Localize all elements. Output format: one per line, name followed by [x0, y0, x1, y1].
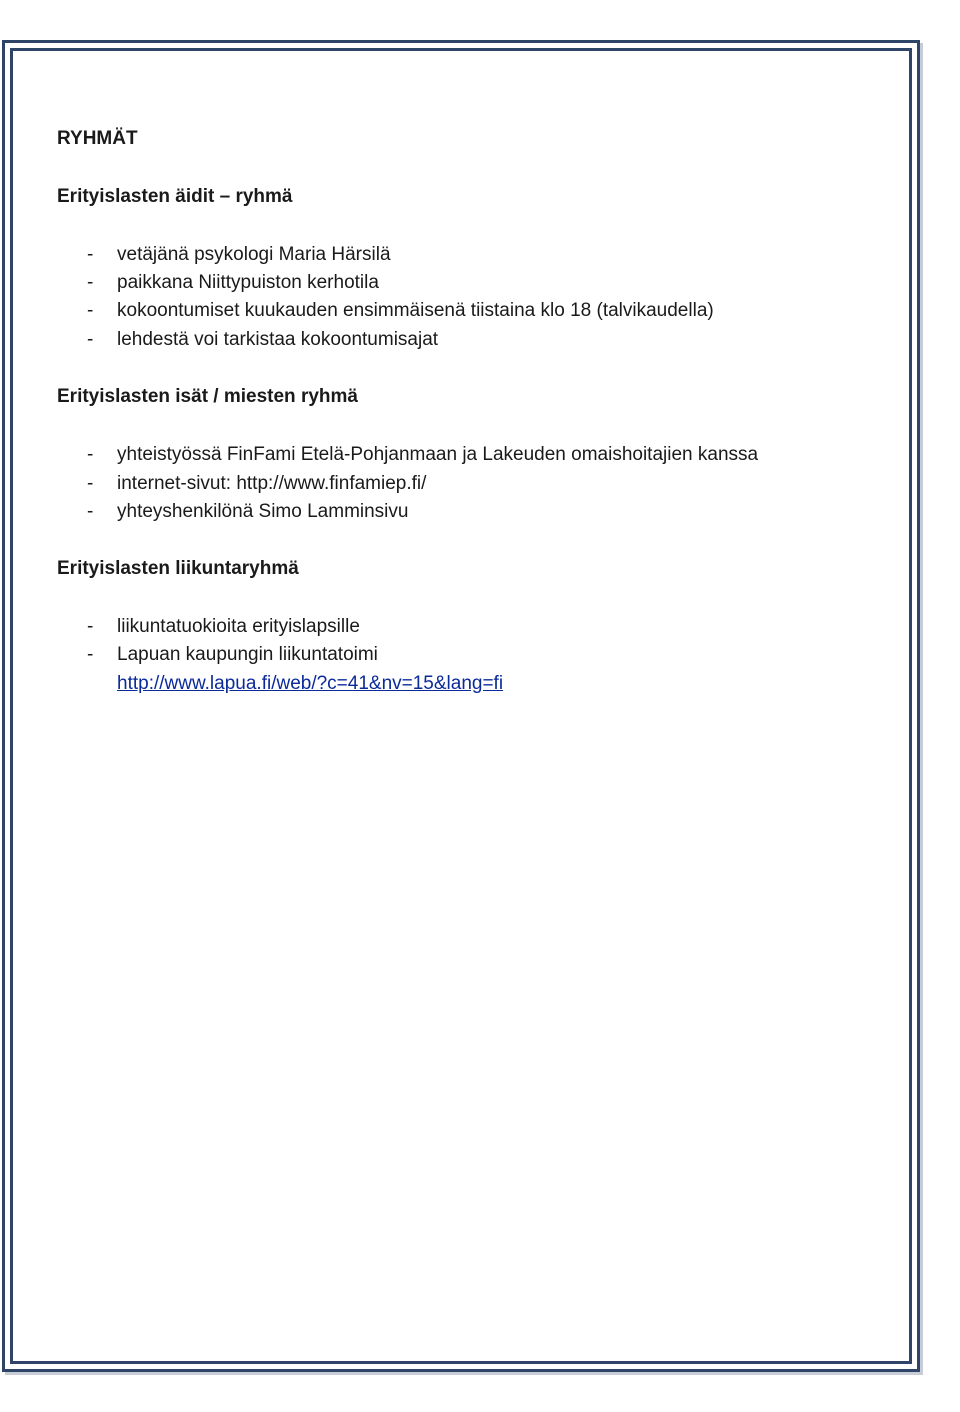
list-item-text: Lapuan kaupungin liikuntatoimi: [117, 644, 378, 665]
section-heading-mothers: Erityislasten äidit – ryhmä: [57, 186, 293, 207]
list-item-text: vetäjänä psykologi Maria Härsilä: [117, 244, 391, 265]
bullet-dash: -: [87, 272, 94, 293]
bullet-dash: -: [87, 244, 94, 265]
bullet-dash: -: [87, 644, 94, 665]
page-title: RYHMÄT: [57, 128, 138, 149]
list-item-text: yhteistyössä FinFami Etelä-Pohjanmaan ja Lakeuden omaishoitajien kanssa: [117, 444, 759, 465]
bullet-dash: -: [87, 444, 94, 465]
bullet-dash: -: [87, 473, 94, 494]
list-item: [87, 243, 391, 267]
list-item: [87, 615, 360, 639]
list-item: [87, 643, 378, 667]
bullet-dash: -: [87, 329, 94, 350]
section-heading-sports: Erityislasten liikuntaryhmä: [57, 558, 299, 579]
list-item-text: liikuntatuokioita erityislapsille: [117, 616, 360, 637]
list-item: [87, 328, 438, 352]
list-item: [87, 443, 758, 467]
lapua-sports-link[interactable]: http://www.lapua.fi/web/?c=41&nv=15&lang=fi: [117, 673, 504, 694]
list-item: [87, 500, 408, 524]
list-item-text: lehdestä voi tarkistaa kokoontumisajat: [117, 329, 439, 350]
list-item-text: paikkana Niittypuiston kerhotila: [117, 272, 379, 293]
list-item: [87, 271, 379, 295]
list-item-text: yhteyshenkilönä Simo Lamminsivu: [117, 501, 409, 522]
link-line: [117, 672, 503, 696]
section-heading-fathers: Erityislasten isät / miesten ryhmä: [57, 386, 358, 407]
list-item-text: kokoontumiset kuukauden ensimmäisenä tiistaina klo 18 (talvikaudella): [117, 300, 714, 321]
list-item: [87, 472, 426, 496]
bullet-dash: -: [87, 300, 94, 321]
list-item-text: internet-sivut: http://www.finfamiep.fi/: [117, 473, 427, 494]
bullet-dash: -: [87, 616, 94, 637]
page-border-outer: [2, 40, 920, 1372]
list-item: [87, 299, 714, 323]
bullet-dash: -: [87, 501, 94, 522]
